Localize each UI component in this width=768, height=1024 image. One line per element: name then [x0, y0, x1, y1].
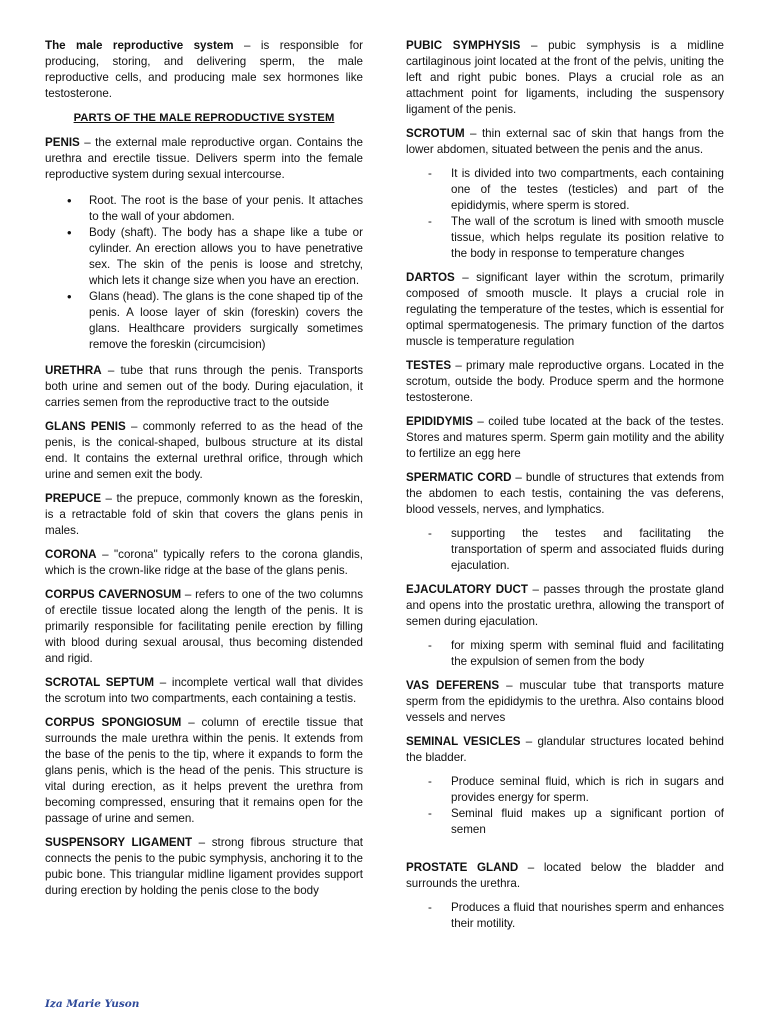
definition: – the prepuce, commonly known as the foreskin, is a retractable fold of skin that covers the glans penis in males.	[45, 492, 363, 537]
definition: – incomplete vertical wall that divides the scrotum into two compartments, each containing a testis.	[45, 676, 363, 705]
entry-vas-deferens	[406, 678, 724, 726]
penis-parts-list	[45, 193, 363, 353]
term: SUSPENSORY LIGAMENT	[45, 836, 193, 849]
left-column	[45, 38, 363, 907]
entry-corona	[45, 547, 363, 579]
term: The male reproductive system	[45, 39, 234, 52]
list-item: - It is divided into two compartments, each containing one of the testes (testicles) and part of the epididymis, where sperm is stored.	[406, 166, 724, 214]
term: PROSTATE GLAND	[406, 861, 519, 874]
term: VAS DEFERENS	[406, 679, 500, 692]
list-item: • Body (shaft). The body has a shape like a tube or cylinder. An erection allows you to have penetrative sex. The skin of the penis is loose and stretchy, which lets it change size when you have an erection.	[45, 225, 363, 289]
term: GLANS PENIS	[45, 420, 126, 433]
definition: – is responsible for producing, storing, and delivering sperm, the male reproductive cells, and producing male sex hormones like testosterone.	[45, 39, 364, 100]
definition: – coiled tube located at the back of the testes. Stores and matures sperm. Sperm gain motility and the ability to fertilize an egg here	[406, 415, 724, 460]
entry-dartos	[406, 270, 724, 350]
entry-prepuce	[45, 491, 363, 539]
seminal-vesicles-list	[406, 774, 724, 838]
definition: – pubic symphysis is a midline cartilaginous joint located at the front of the pelvis, uniting the left and right pubic bones. Plays a crucial role as an attachment point for ligaments, including the suspensory ligament of the penis.	[406, 39, 724, 116]
list-item: - supporting the testes and facilitating the transportation of sperm and associated fluids during ejaculation.	[406, 526, 724, 574]
term: TESTES	[406, 359, 452, 372]
entry-corpus-cavernosum	[45, 587, 363, 667]
spermatic-cord-list	[406, 526, 724, 574]
definition: – strong fibrous structure that connects the penis to the pubic symphysis, anchoring it to the pubic bone. This triangular midline ligament provides support during erection by holding the penis close to the body	[45, 836, 364, 897]
ejaculatory-duct-list	[406, 638, 724, 670]
definition: – glandular structures located behind the bladder.	[406, 735, 724, 764]
definition: – significant layer within the scrotum, primarily composed of smooth muscle. It plays a crucial role in regulating the temperature of the testes, which is essential for optimal spermatogenesis. The primary function of the dartos muscle is temperature regulation	[406, 271, 724, 348]
term: EPIDIDYMIS	[406, 415, 473, 428]
section-heading: PARTS OF THE MALE REPRODUCTIVE SYSTEM	[73, 112, 335, 124]
entry-corpus-spongiosum	[45, 715, 363, 827]
entry-penis	[45, 135, 363, 183]
definition: – the external male reproductive organ. Contains the urethra and erectile tissue. Delivers sperm into the female reproductive system during sexual intercourse.	[45, 136, 363, 181]
entry-urethra	[45, 363, 363, 411]
intro-paragraph	[45, 38, 363, 102]
term: CORONA	[45, 548, 97, 561]
entry-scrotum	[406, 126, 724, 158]
list-item: - for mixing sperm with seminal fluid and facilitating the expulsion of semen from the body	[406, 638, 724, 670]
list-item: - Seminal fluid makes up a significant portion of semen	[406, 806, 724, 838]
term: SCROTAL SEPTUM	[45, 676, 154, 689]
definition: – tube that runs through the penis. Transports both urine and semen out of the body. During ejaculation, it carries semen from the reproductive tract to the outside	[45, 364, 363, 409]
entry-scrotal-septum	[45, 675, 363, 707]
definition: – column of erectile tissue that surrounds the male urethra within the penis. It extends from the base of the penis to the tip, where it expands to form the glans penis, which is the head of the penis. This structure is vital during erection, as it helps prevent the urethra from becoming compressed, ensuring that it remains open for the passage of urine and semen.	[45, 716, 363, 825]
right-column	[406, 38, 724, 940]
entry-glans-penis	[45, 419, 363, 483]
entry-spermatic-cord	[406, 470, 724, 518]
entry-epididymis	[406, 414, 724, 462]
term: PUBIC SYMPHYSIS	[406, 39, 521, 52]
list-item: • Glans (head). The glans is the cone shaped tip of the penis. A loose layer of skin (foreskin) covers the glans. Healthcare providers surgically sometimes remove the foreskin (circumcision)	[45, 289, 363, 353]
definition: – commonly referred to as the head of the penis, is the conical-shaped, bulbous structure at its distal end. It contains the external urethral orifice, through which urine and semen exit the body.	[45, 420, 363, 481]
list-item: - Produces a fluid that nourishes sperm and enhances their motility.	[406, 900, 724, 932]
entry-ejaculatory-duct	[406, 582, 724, 630]
term: CORPUS SPONGIOSUM	[45, 716, 182, 729]
term: PENIS	[45, 136, 80, 149]
definition: – muscular tube that transports mature sperm from the epididymis to the urethra. Also contains blood vessels and nerves	[406, 679, 724, 724]
entry-suspensory-ligament	[45, 835, 363, 899]
entry-testes	[406, 358, 724, 406]
author-signature: Iza Marie Yuson	[45, 998, 140, 1010]
spacer	[406, 846, 724, 860]
definition: – thin external sac of skin that hangs from the lower abdomen, situated between the penis and the anus.	[406, 127, 724, 156]
prostate-gland-list	[406, 900, 724, 932]
term: PREPUCE	[45, 492, 102, 505]
list-item: - The wall of the scrotum is lined with smooth muscle tissue, which helps regulate its position relative to the body in response to temperature changes	[406, 214, 724, 262]
term: DARTOS	[406, 271, 455, 284]
definition: – bundle of structures that extends from the abdomen to each testis, containing the vas deferens, blood vessels, nerves, and lymphatics.	[406, 471, 725, 516]
definition: – refers to one of the two columns of erectile tissue located along the length of the penis. It is primarily responsible for facilitating penile erection by filling with blood during sexual arousal, thus becoming distended and rigid.	[45, 588, 363, 665]
term: SPERMATIC CORD	[406, 471, 512, 484]
list-item: • Root. The root is the base of your penis. It attaches to the wall of your abdomen.	[45, 193, 363, 225]
term: SCROTUM	[406, 127, 465, 140]
entry-pubic-symphysis	[406, 38, 724, 118]
scrotum-list	[406, 166, 724, 262]
term: CORPUS CAVERNOSUM	[45, 588, 182, 601]
entry-prostate-gland	[406, 860, 724, 892]
definition: – located below the bladder and surrounds the urethra.	[406, 861, 725, 890]
entry-seminal-vesicles	[406, 734, 724, 766]
list-item: - Produce seminal fluid, which is rich in sugars and provides energy for sperm.	[406, 774, 724, 806]
term: URETHRA	[45, 364, 102, 377]
definition: – primary male reproductive organs. Located in the scrotum, outside the body. Produce sperm and the hormone testosterone.	[406, 359, 724, 404]
term: EJACULATORY DUCT	[406, 583, 528, 596]
definition: – passes through the prostate gland and opens into the prostatic urethra, allowing the transport of semen during ejaculation.	[406, 583, 724, 628]
definition: – "corona" typically refers to the corona glandis, which is the crown-like ridge at the base of the glans penis.	[45, 548, 363, 577]
term: SEMINAL VESICLES	[406, 735, 521, 748]
